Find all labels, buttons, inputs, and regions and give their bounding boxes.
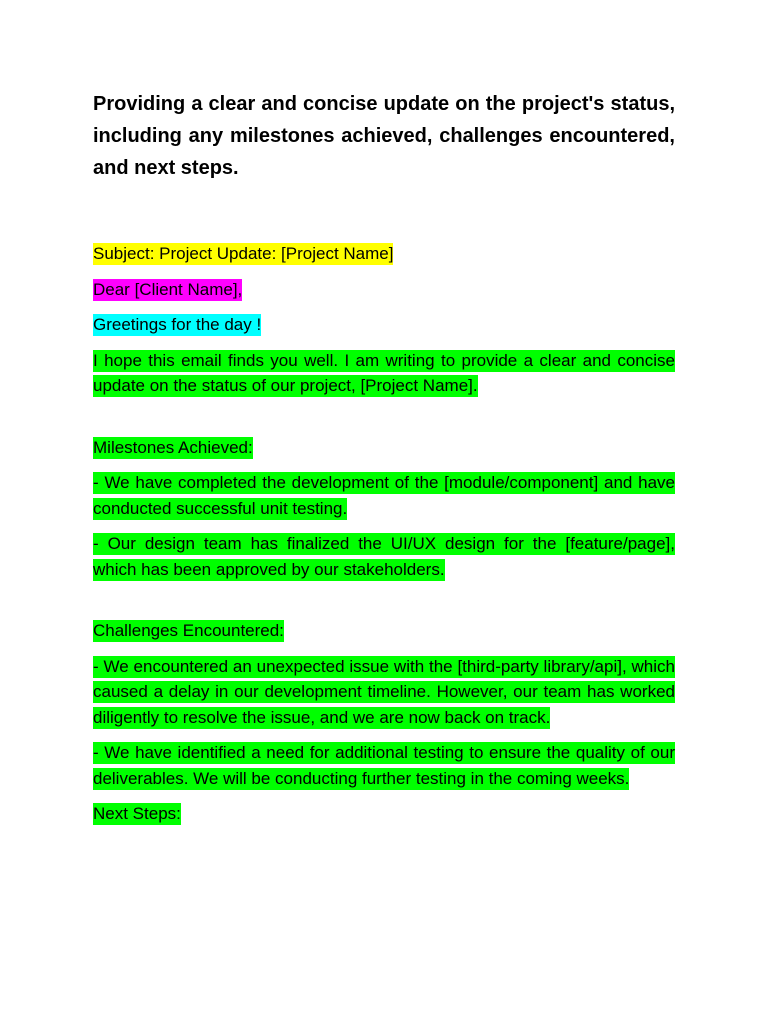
document-page [93,88,675,837]
challenge-item-text: - We encountered an unexpected issue with the [third-party library/api], which caused a delay in our development timeline. However, our team has worked diligently to resolve the issue, and we are now back on track. [93,656,675,727]
greeting-line [93,312,675,338]
milestone-item-text: - Our design team has finalized the UI/UX design for the [feature/page], which has been approved by our stakeholders. [93,534,675,579]
intro-text: I hope this email finds you well. I am writing to provide a clear and concise update on the status of our project, [Project Name]. [93,350,675,395]
challenges-heading-text: Challenges Encountered: [93,621,284,640]
challenge-item-text: - We have identified a need for additional testing to ensure the quality of our deliverables. We will be conducting further testing in the coming weeks. [93,743,675,788]
next-steps-heading-text: Next Steps: [93,804,181,823]
challenge-item [93,740,675,791]
challenge-item [93,654,675,731]
milestones-heading-text: Milestones Achieved: [93,437,253,457]
intro-paragraph [93,348,675,399]
document-title: Providing a clear and concise update on the project's status, including any milestones achieved, challenges encountered, and next steps. [93,93,675,179]
greeting-text: Greetings for the day ! [93,315,262,334]
milestones-heading [93,435,675,461]
subject-text: Subject: Project Update: [Project Name] [93,244,394,263]
salutation-line [93,277,675,303]
milestone-item [93,470,675,521]
challenges-heading [93,618,675,644]
salutation-text: Dear [Client Name], [93,279,243,299]
subject-line [93,241,675,267]
next-steps-heading [93,801,675,827]
milestone-item-text: - We have completed the development of the [module/component] and have conducted successful unit testing. [93,473,675,518]
milestone-item [93,531,675,582]
